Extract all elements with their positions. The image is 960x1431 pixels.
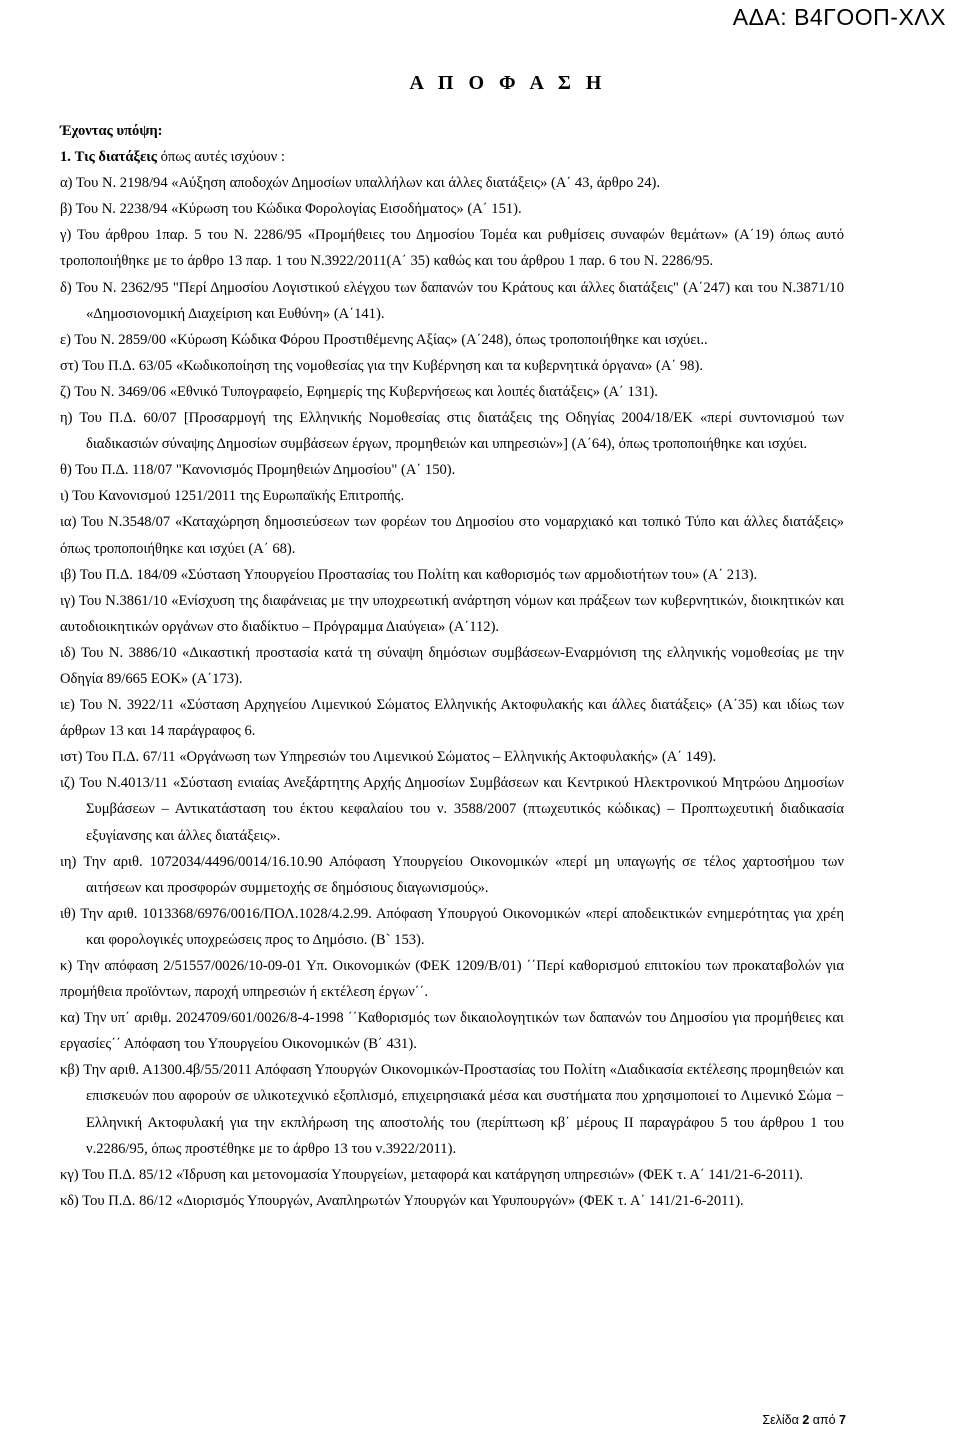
list-item: ιγ) Του Ν.3861/10 «Ενίσχυση της διαφάνειας με την υποχρεωτική ανάρτηση νόμων και πράξεων των κυβερνητικών, διοικητικών και αυτοδιοικητικών οργάνων στο διαδίκτυο – Πρόγραμμα Διαύγεια» (Α΄112).	[60, 592, 844, 635]
considering-label: Έχοντας υπόψη:	[60, 123, 163, 139]
page-title: Α Π Ο Φ Α Σ Η	[409, 72, 607, 94]
list-item: ι) Του Κανονισμού 1251/2011 της Ευρωπαϊκής Επιτροπής.	[60, 488, 405, 505]
list-item: ε) Του Ν. 2859/00 «Κύρωση Κώδικα Φόρου Προστιθέμενης Αξίας» (Α΄248), όπως τροποποιήθηκε και ισχύει..	[60, 331, 708, 348]
list-item: ιη) Την αριθ. 1072034/4496/0014/16.10.90 Απόφαση Υπουργείου Οικονομικών «περί μη υπαγωγής σε τέλος χαρτοσήμου των αιτήσεων και προσφορών συμμετοχής σε δημόσιους διαγωνισμούς».	[60, 853, 844, 896]
list-item: στ) Του Π.Δ. 63/05 «Κωδικοποίηση της νομοθεσίας για την Κυβέρνηση και τα κυβερνητικά όργανα» (Α΄ 98).	[60, 357, 703, 374]
footer-middle: από	[809, 1413, 840, 1427]
list-item: η) Του Π.Δ. 60/07 [Προσαρμογή της Ελληνικής Νομοθεσίας στις διατάξεις της Οδηγίας 2004/18/ΕΚ «περί συντονισμού των διαδικασιών σύναψης Δημοσίων συμβάσεων έργων, προμηθειών και υπηρεσιών»] (Α΄64), όπως τροποποιήθηκε και ισχύει.	[60, 410, 844, 453]
list-item: κγ) Του Π.Δ. 85/12 «Ίδρυση και μετονομασία Υπουργείων, μεταφορά και κατάργηση υπηρεσιών» (ΦΕΚ τ. Α΄ 141/21-6-2011).	[60, 1166, 804, 1183]
list-item: ια) Του Ν.3548/07 «Καταχώρηση δημοσιεύσεων των φορέων του Δημοσίου στο νομαρχιακό και τοπικό Τύπο και άλλες διατάξεις» όπως τροποποιήθηκε και ισχύει (Α΄ 68).	[60, 514, 844, 557]
footer-prefix: Σελίδα	[762, 1413, 803, 1427]
list-item: κα) Την υπ΄ αριθμ. 2024709/601/0026/8-4-1998 ΄΄Καθορισμός των δικαιολογητικών των δαπανών του Δημοσίου για προμήθειες και εργασίες΄΄ Απόφαση του Υπουργείου Οικονομικών (Β΄ 431).	[60, 1010, 844, 1053]
list-item: ιε) Του Ν. 3922/11 «Σύσταση Αρχηγείου Λιμενικού Σώματος Ελληνικής Ακτοφυλακής και άλλες διατάξεις» (Α΄35) και ιδίως των άρθρων 13 και 14 παράγραφος 6.	[60, 697, 844, 740]
ada-code: ΑΔΑ: Β4ΓΟΟΠ-ΧΛΧ	[732, 4, 946, 30]
list-item: δ) Του Ν. 2362/95 "Περί Δημοσίου Λογιστικού ελέγχου των δαπανών του Κράτους και άλλες διατάξεις" (Α΄247) και του Ν.3871/10 «Δημοσιονομική Διαχείριση και Ευθύνη» (Α΄141).	[60, 279, 844, 322]
document-body	[60, 118, 844, 1214]
list-item: β) Του Ν. 2238/94 «Κύρωση του Κώδικα Φορολογίας Εισοδήματος» (Α΄ 151).	[60, 201, 522, 218]
list-item: κδ) Του Π.Δ. 86/12 «Διορισμός Υπουργών, Αναπληρωτών Υπουργών και Υφυπουργών» (ΦΕΚ τ. Α΄ 141/21-6-2011).	[60, 1192, 744, 1209]
list-item: ιβ) Του Π.Δ. 184/09 «Σύσταση Υπουργείου Προστασίας του Πολίτη και καθορισμός των αρμοδιοτήτων του» (Α΄ 213).	[60, 566, 758, 583]
list-item: ζ) Του Ν. 3469/06 «Εθνικό Τυπογραφείο, Εφημερίς της Κυβερνήσεως και λοιπές διατάξεις» (Α΄ 131).	[60, 383, 658, 400]
list-item: κβ) Την αριθ. Α1300.4β/55/2011 Απόφαση Υπουργών Οικονομικών-Προστασίας του Πολίτη «Διαδικασία εκτέλεσης προμηθειών και επισκευών που αφορούν σε υλικοτεχνικό εξοπλισμό, επιχειρησιακά μέσα και συστήματα που χρησιμοποιεί το Λιμενικό Σώμα − Ελληνική Ακτοφυλακή για την εκπλήρωση της αποστολής του (περίπτωση κβ΄ μέρους ΙΙ παραγράφου 5 του άρθρου 1 του ν.2286/95, όπως προστέθηκε με το άρθρο 13 του ν.3922/2011).	[60, 1062, 844, 1157]
list-item: ιδ) Του Ν. 3886/10 «Δικαστική προστασία κατά τη σύναψη δημόσιων συμβάσεων-Εναρμόνιση της ελληνικής νομοθεσίας με την Οδηγία 89/665 ΕΟΚ» (Α΄173).	[60, 644, 844, 687]
list-item: γ) Του άρθρου 1παρ. 5 του Ν. 2286/95 «Προμήθειες του Δημοσίου Τομέα και ρυθμίσεις συναφών θεμάτων» (Α΄19) όπως αυτό τροποποιήθηκε με το άρθρο 13 παρ. 1 του Ν.3922/2011(Α΄ 35) καθώς και του άρθρου 1 παρ. 6 του Ν. 2286/95.	[60, 227, 844, 270]
point-1	[60, 144, 844, 170]
list-item: α) Του Ν. 2198/94 «Αύξηση αποδοχών Δημοσίων υπαλλήλων και άλλες διατάξεις» (Α΄ 43, άρθρο 24).	[60, 175, 661, 192]
footer-page: 2	[802, 1413, 810, 1427]
point-rest: όπως αυτές ισχύουν :	[156, 149, 285, 166]
list-item: θ) Του Π.Δ. 118/07 "Κανονισμός Προμηθειών Δημοσίου" (Α΄ 150).	[60, 462, 456, 479]
page-footer	[762, 1413, 846, 1427]
footer-total: 7	[839, 1413, 846, 1427]
point-number: 1.	[60, 149, 71, 166]
list-item: ιστ) Του Π.Δ. 67/11 «Οργάνωση των Υπηρεσιών του Λιμενικού Σώματος – Ελληνικής Ακτοφυλακής» (Α΄ 149).	[60, 749, 717, 766]
list-item: ιζ) Του Ν.4013/11 «Σύσταση ενιαίας Ανεξάρτητης Αρχής Δημοσίων Συμβάσεων και Κεντρικού Ηλεκτρονικού Μητρώου Δημοσίων Συμβάσεων – Αντικατάσταση του έκτου κεφαλαίου του ν. 3588/2007 (πτωχευτικός κώδικας) – Προπτωχευτική διαδικασία εξυγίανσης και άλλες διατάξεις».	[60, 775, 844, 844]
list-item: ιθ) Την αριθ. 1013368/6976/0016/ΠΟΛ.1028/4.2.99. Απόφαση Υπουργού Οικονομικών «περί αποδεικτικών ενημερότητας για χρέη και φορολογικές υποχρεώσεις προς το Δημόσιο. (Β` 153).	[60, 905, 844, 948]
list-item: κ) Την απόφαση 2/51557/0026/10-09-01 Υπ. Οικονομικών (ΦΕΚ 1209/Β/01) ΄΄Περί καθορισμού επιτοκίου των προκαταβολών για προμήθεια προϊόντων, παροχή υπηρεσιών ή εκτέλεση έργων΄΄.	[60, 958, 844, 1001]
point-bold: Τις διατάξεις	[74, 149, 157, 166]
